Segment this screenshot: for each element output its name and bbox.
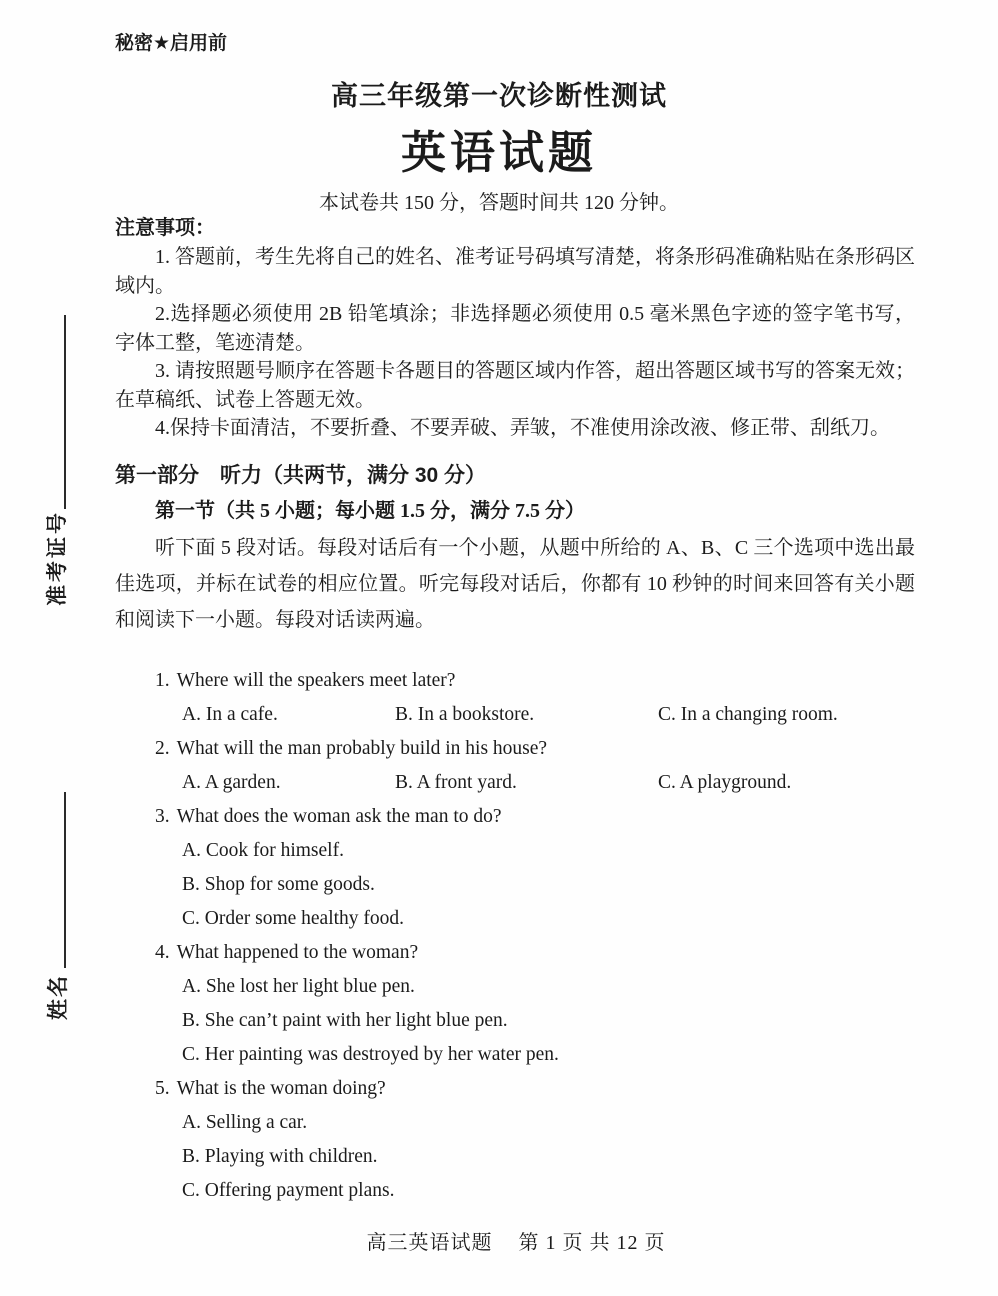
classification-marking: 秘密★启用前 xyxy=(115,33,228,54)
page-footer xyxy=(0,1226,998,1255)
question-number: 1. xyxy=(155,670,170,691)
section1-heading: 第一节（共 5 小题；每小题 1.5 分，满分 7.5 分） xyxy=(155,500,585,522)
footer-page-info: 第 1 页 共 12 页 xyxy=(518,1232,666,1254)
name-fill-line xyxy=(64,792,66,968)
question-option: B. In a bookstore. xyxy=(395,704,535,725)
notice-item-4: 4.保持卡面清洁，不要折叠、不要弄破、弄皱，不准使用涂改液、修正带、刮纸刀。 xyxy=(155,417,890,439)
exam-title: 高三年级第一次诊断性测试 xyxy=(331,81,667,111)
question-text-line xyxy=(115,732,915,766)
question-5 xyxy=(115,1072,915,1208)
question-number: 3. xyxy=(155,806,170,827)
question-option: B. Shop for some goods. xyxy=(182,874,375,895)
options-column xyxy=(115,970,915,1072)
name-label: 姓名 xyxy=(47,974,70,1020)
exam-number-fill-line xyxy=(64,315,66,509)
notice-item-1: 1. 答题前，考生先将自己的姓名、准考证号码填写清楚，将条形码准确粘贴在条形码区域内。 xyxy=(115,246,915,297)
question-text-line xyxy=(115,1072,915,1106)
question-option: A. Cook for himself. xyxy=(182,840,344,861)
notices-section xyxy=(115,213,915,443)
part1-listening-section xyxy=(115,460,915,638)
question-text-line xyxy=(115,664,915,698)
notices-heading: 注意事项： xyxy=(115,217,215,239)
notice-item-2: 2.选择题必须使用 2B 铅笔填涂；非选择题必须使用 0.5 毫米黑色字迹的签字笔书写，字体工整，笔迹清楚。 xyxy=(115,303,915,354)
question-text-line xyxy=(115,936,915,970)
notice-item-3: 3. 请按照题号顺序在答题卡各题目的答题区域内作答，超出答题区域书写的答案无效；在草稿纸、试卷上答题无效。 xyxy=(115,360,915,411)
question-option: C. Order some healthy food. xyxy=(182,908,405,929)
footer-doc-name: 高三英语试题 xyxy=(366,1232,493,1254)
question-option: C. In a changing room. xyxy=(658,704,838,725)
question-text: What will the man probably build in his house? xyxy=(176,738,548,759)
question-option: C. Her painting was destroyed by her water pen. xyxy=(182,1044,559,1065)
question-option: C. A playground. xyxy=(658,772,792,793)
question-number: 2. xyxy=(155,738,170,759)
question-text: What is the woman doing? xyxy=(176,1078,386,1099)
question-option: A. In a cafe. xyxy=(182,704,278,725)
question-text-line xyxy=(115,800,915,834)
question-2 xyxy=(115,732,915,800)
question-text: Where will the speakers meet later? xyxy=(176,670,456,691)
question-option: A. Selling a car. xyxy=(182,1112,308,1133)
section1-instructions: 听下面 5 段对话。每段对话后有一个小题，从题中所给的 A、B、C 三个选项中选出最佳选项，并标在试卷的相应位置。听完每段对话后，你都有 10 秒钟的时间来回答有关小题和阅读下一小题。每段对话读两遍。 xyxy=(115,537,915,631)
options-column xyxy=(115,1106,915,1208)
subject-title: 英语试题 xyxy=(400,127,597,178)
question-number: 5. xyxy=(155,1078,170,1099)
options-row xyxy=(115,698,915,732)
question-4 xyxy=(115,936,915,1072)
listening-questions xyxy=(115,664,915,1208)
question-option: A. She lost her light blue pen. xyxy=(182,976,415,997)
question-option: B. A front yard. xyxy=(395,772,517,793)
exam-number-label: 准考证号 xyxy=(46,510,69,606)
question-option: B. Playing with children. xyxy=(182,1146,378,1167)
options-row xyxy=(115,766,915,800)
question-option: A. A garden. xyxy=(182,772,281,793)
question-option: C. Offering payment plans. xyxy=(182,1180,395,1201)
question-number: 4. xyxy=(155,942,170,963)
question-3 xyxy=(115,800,915,936)
question-1 xyxy=(115,664,915,732)
exam-info: 本试卷共 150 分，答题时间共 120 分钟。 xyxy=(319,192,679,214)
question-text: What does the woman ask the man to do? xyxy=(176,806,502,827)
question-text: What happened to the woman? xyxy=(176,942,419,963)
options-column xyxy=(115,834,915,936)
part1-heading: 第一部分 听力（共两节，满分 30 分） xyxy=(115,464,487,487)
question-option: B. She can’t paint with her light blue pen. xyxy=(182,1010,508,1031)
